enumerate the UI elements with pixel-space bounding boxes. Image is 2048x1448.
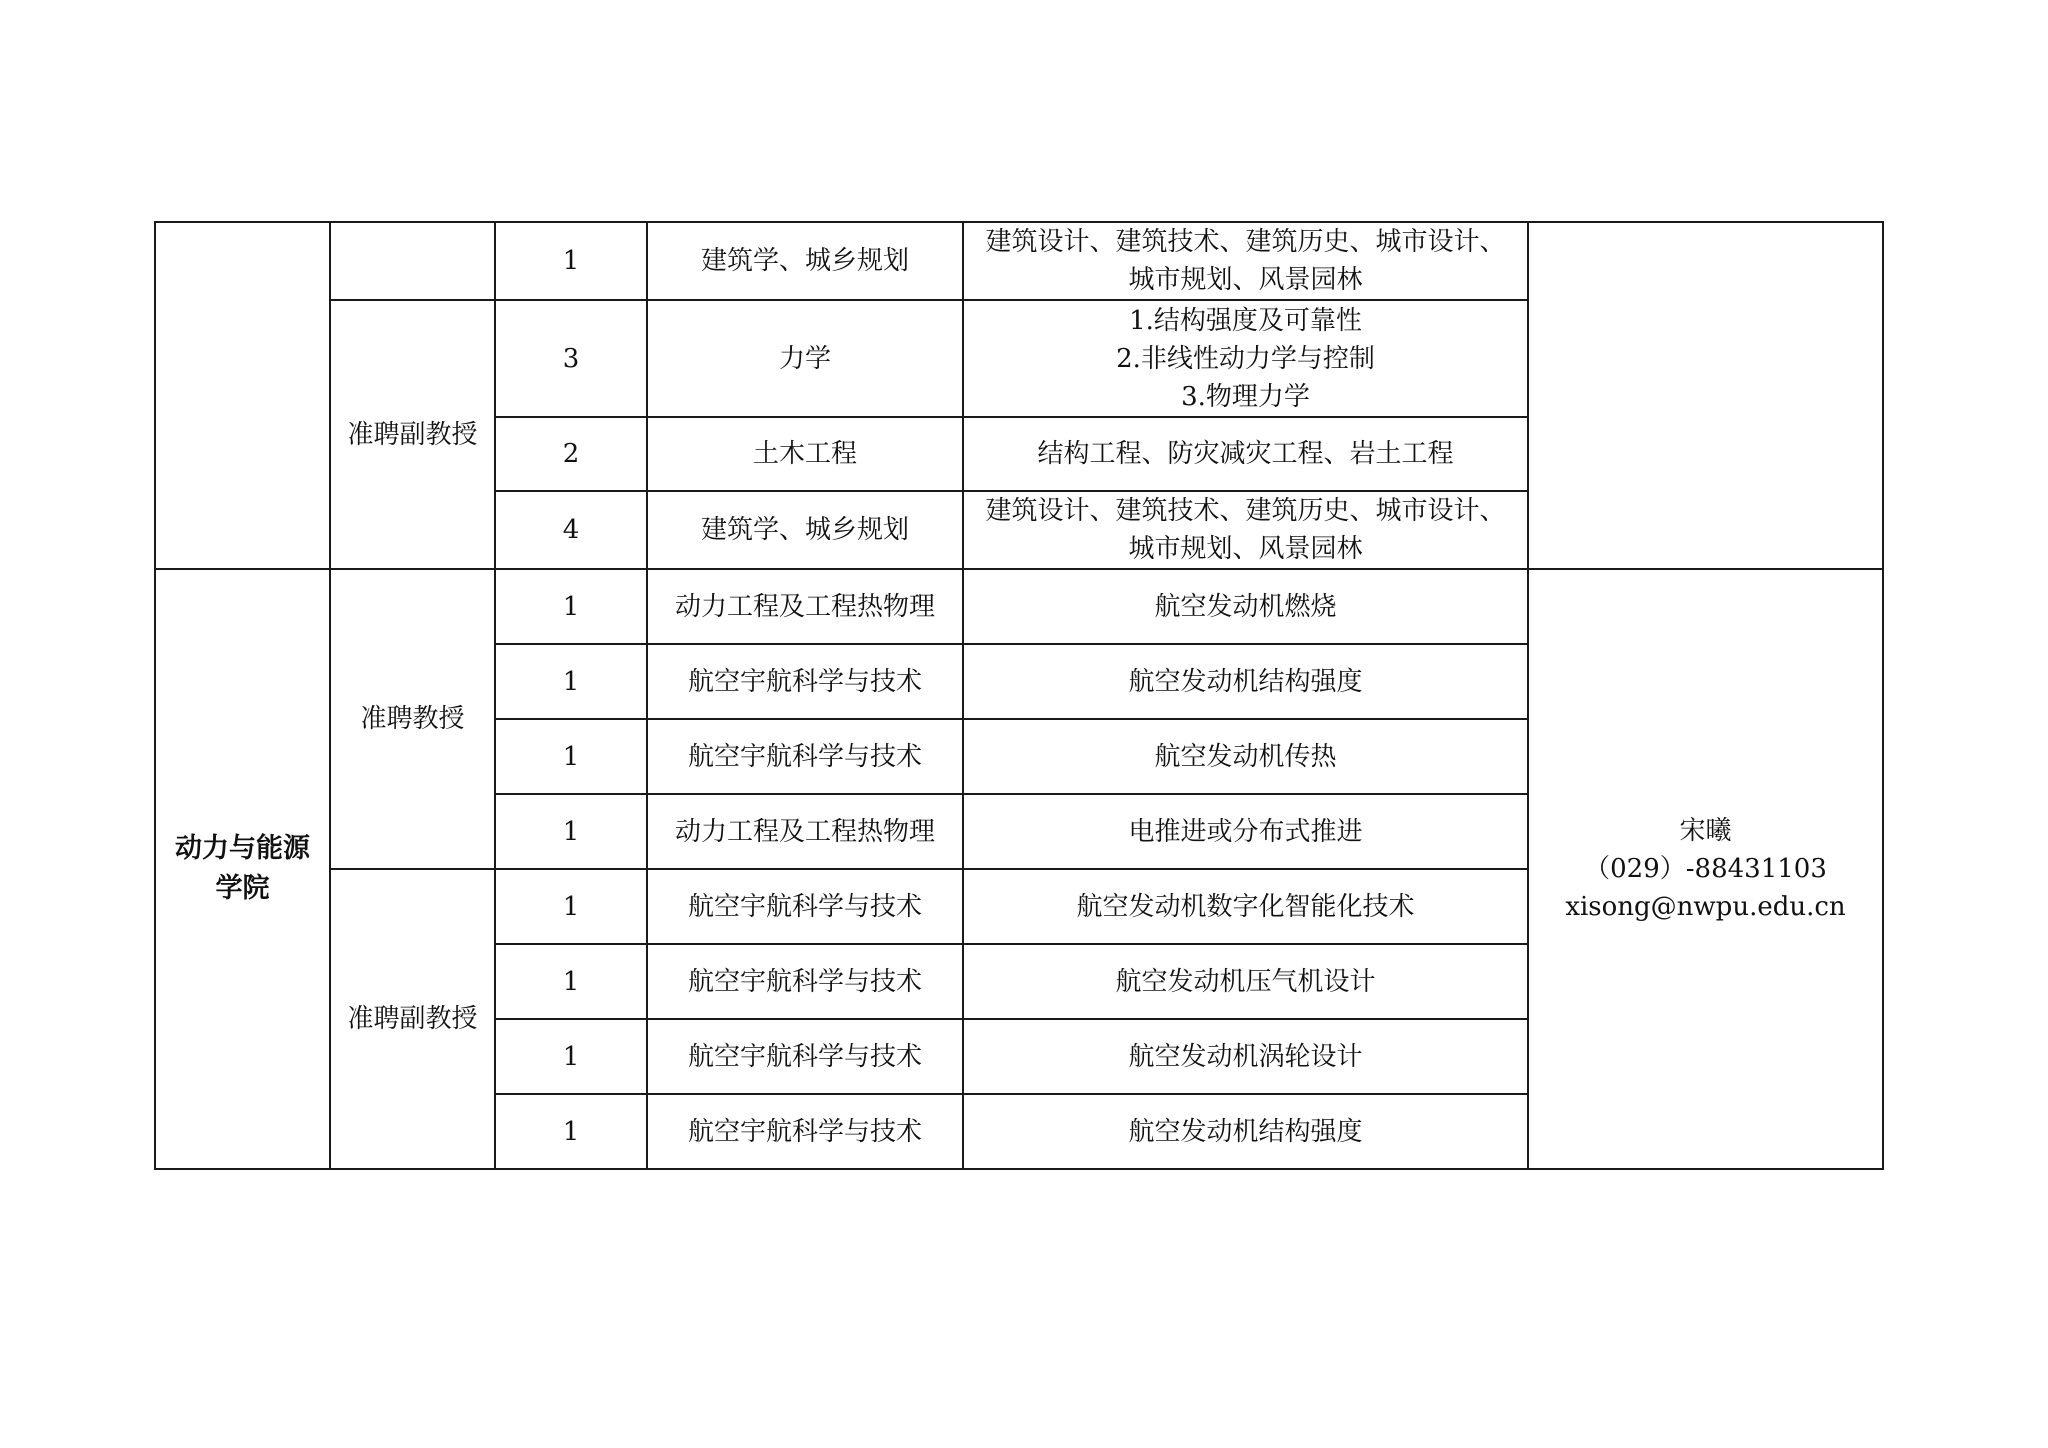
research-direction-cell <box>963 417 1528 491</box>
count-cell: 1 <box>495 569 647 644</box>
discipline-cell: 航空宇航科学与技术 <box>647 869 963 944</box>
college-cell <box>155 569 330 1169</box>
position-cell <box>330 222 495 300</box>
college-name-line: 动力与能源 <box>175 833 310 864</box>
discipline-cell: 动力工程及工程热物理 <box>647 794 963 869</box>
count-cell: 2 <box>495 417 647 491</box>
research-direction-line: 结构工程、防灾减灾工程、岩土工程 <box>1037 439 1454 469</box>
contact-cell <box>1528 569 1883 1169</box>
position-cell: 准聘教授 <box>330 569 495 869</box>
contact-cell <box>1528 222 1883 569</box>
research-direction-line: 1.结构强度及可靠性 <box>1129 305 1362 336</box>
college-name-line: 学院 <box>215 873 270 904</box>
count-cell: 1 <box>495 1019 647 1094</box>
count-cell: 1 <box>495 1094 647 1169</box>
count-cell: 4 <box>495 491 647 569</box>
discipline-cell: 航空宇航科学与技术 <box>647 719 963 794</box>
research-direction-line: 航空发动机燃烧 <box>1154 591 1337 622</box>
research-direction-line: 2.非线性动力学与控制 <box>1116 343 1375 374</box>
research-direction-cell <box>963 569 1528 644</box>
research-direction-cell <box>963 491 1528 569</box>
contact-line: 宋曦 <box>1679 816 1732 846</box>
research-direction-line: 建筑设计、建筑技术、建筑历史、城市设计、 <box>985 227 1506 257</box>
table-row <box>155 569 1883 644</box>
research-direction-line: 3.物理力学 <box>1181 381 1310 412</box>
table-row <box>155 222 1883 300</box>
research-direction-cell <box>963 794 1528 869</box>
research-direction-cell <box>963 222 1528 300</box>
discipline-cell: 建筑学、城乡规划 <box>647 491 963 569</box>
research-direction-cell <box>963 1019 1528 1094</box>
research-direction-line: 城市规划、风景园林 <box>1128 265 1363 295</box>
discipline-cell: 航空宇航科学与技术 <box>647 1019 963 1094</box>
count-cell: 1 <box>495 944 647 1019</box>
position-cell: 准聘副教授 <box>330 869 495 1169</box>
discipline-cell: 力学 <box>647 300 963 417</box>
count-cell: 1 <box>495 222 647 300</box>
research-direction-cell <box>963 719 1528 794</box>
count-cell: 1 <box>495 794 647 869</box>
research-direction-line: 航空发动机结构强度 <box>1128 1116 1363 1147</box>
table-body <box>155 222 1883 1169</box>
discipline-cell: 建筑学、城乡规划 <box>647 222 963 300</box>
research-direction-line: 航空发动机结构强度 <box>1128 666 1363 697</box>
research-direction-line: 航空发动机压气机设计 <box>1115 966 1376 997</box>
college-cell <box>155 222 330 569</box>
discipline-cell: 土木工程 <box>647 417 963 491</box>
research-direction-line: 航空发动机数字化智能化技术 <box>1076 891 1415 922</box>
recruitment-table <box>154 221 1884 1170</box>
count-cell: 1 <box>495 644 647 719</box>
contact-line: （029）-88431103 <box>1584 854 1827 884</box>
research-direction-cell <box>963 944 1528 1019</box>
discipline-cell: 航空宇航科学与技术 <box>647 644 963 719</box>
discipline-cell: 动力工程及工程热物理 <box>647 569 963 644</box>
research-direction-line: 城市规划、风景园林 <box>1128 534 1363 564</box>
research-direction-line: 航空发动机涡轮设计 <box>1128 1041 1363 1072</box>
discipline-cell: 航空宇航科学与技术 <box>647 1094 963 1169</box>
research-direction-cell <box>963 644 1528 719</box>
research-direction-line: 电推进或分布式推进 <box>1128 816 1363 847</box>
research-direction-line: 航空发动机传热 <box>1154 741 1337 772</box>
research-direction-cell <box>963 1094 1528 1169</box>
research-direction-cell <box>963 300 1528 417</box>
contact-line: xisong@nwpu.edu.cn <box>1565 892 1846 922</box>
research-direction-cell <box>963 869 1528 944</box>
research-direction-line: 建筑设计、建筑技术、建筑历史、城市设计、 <box>985 496 1506 526</box>
count-cell: 3 <box>495 300 647 417</box>
discipline-cell: 航空宇航科学与技术 <box>647 944 963 1019</box>
count-cell: 1 <box>495 869 647 944</box>
position-cell: 准聘副教授 <box>330 300 495 569</box>
count-cell: 1 <box>495 719 647 794</box>
